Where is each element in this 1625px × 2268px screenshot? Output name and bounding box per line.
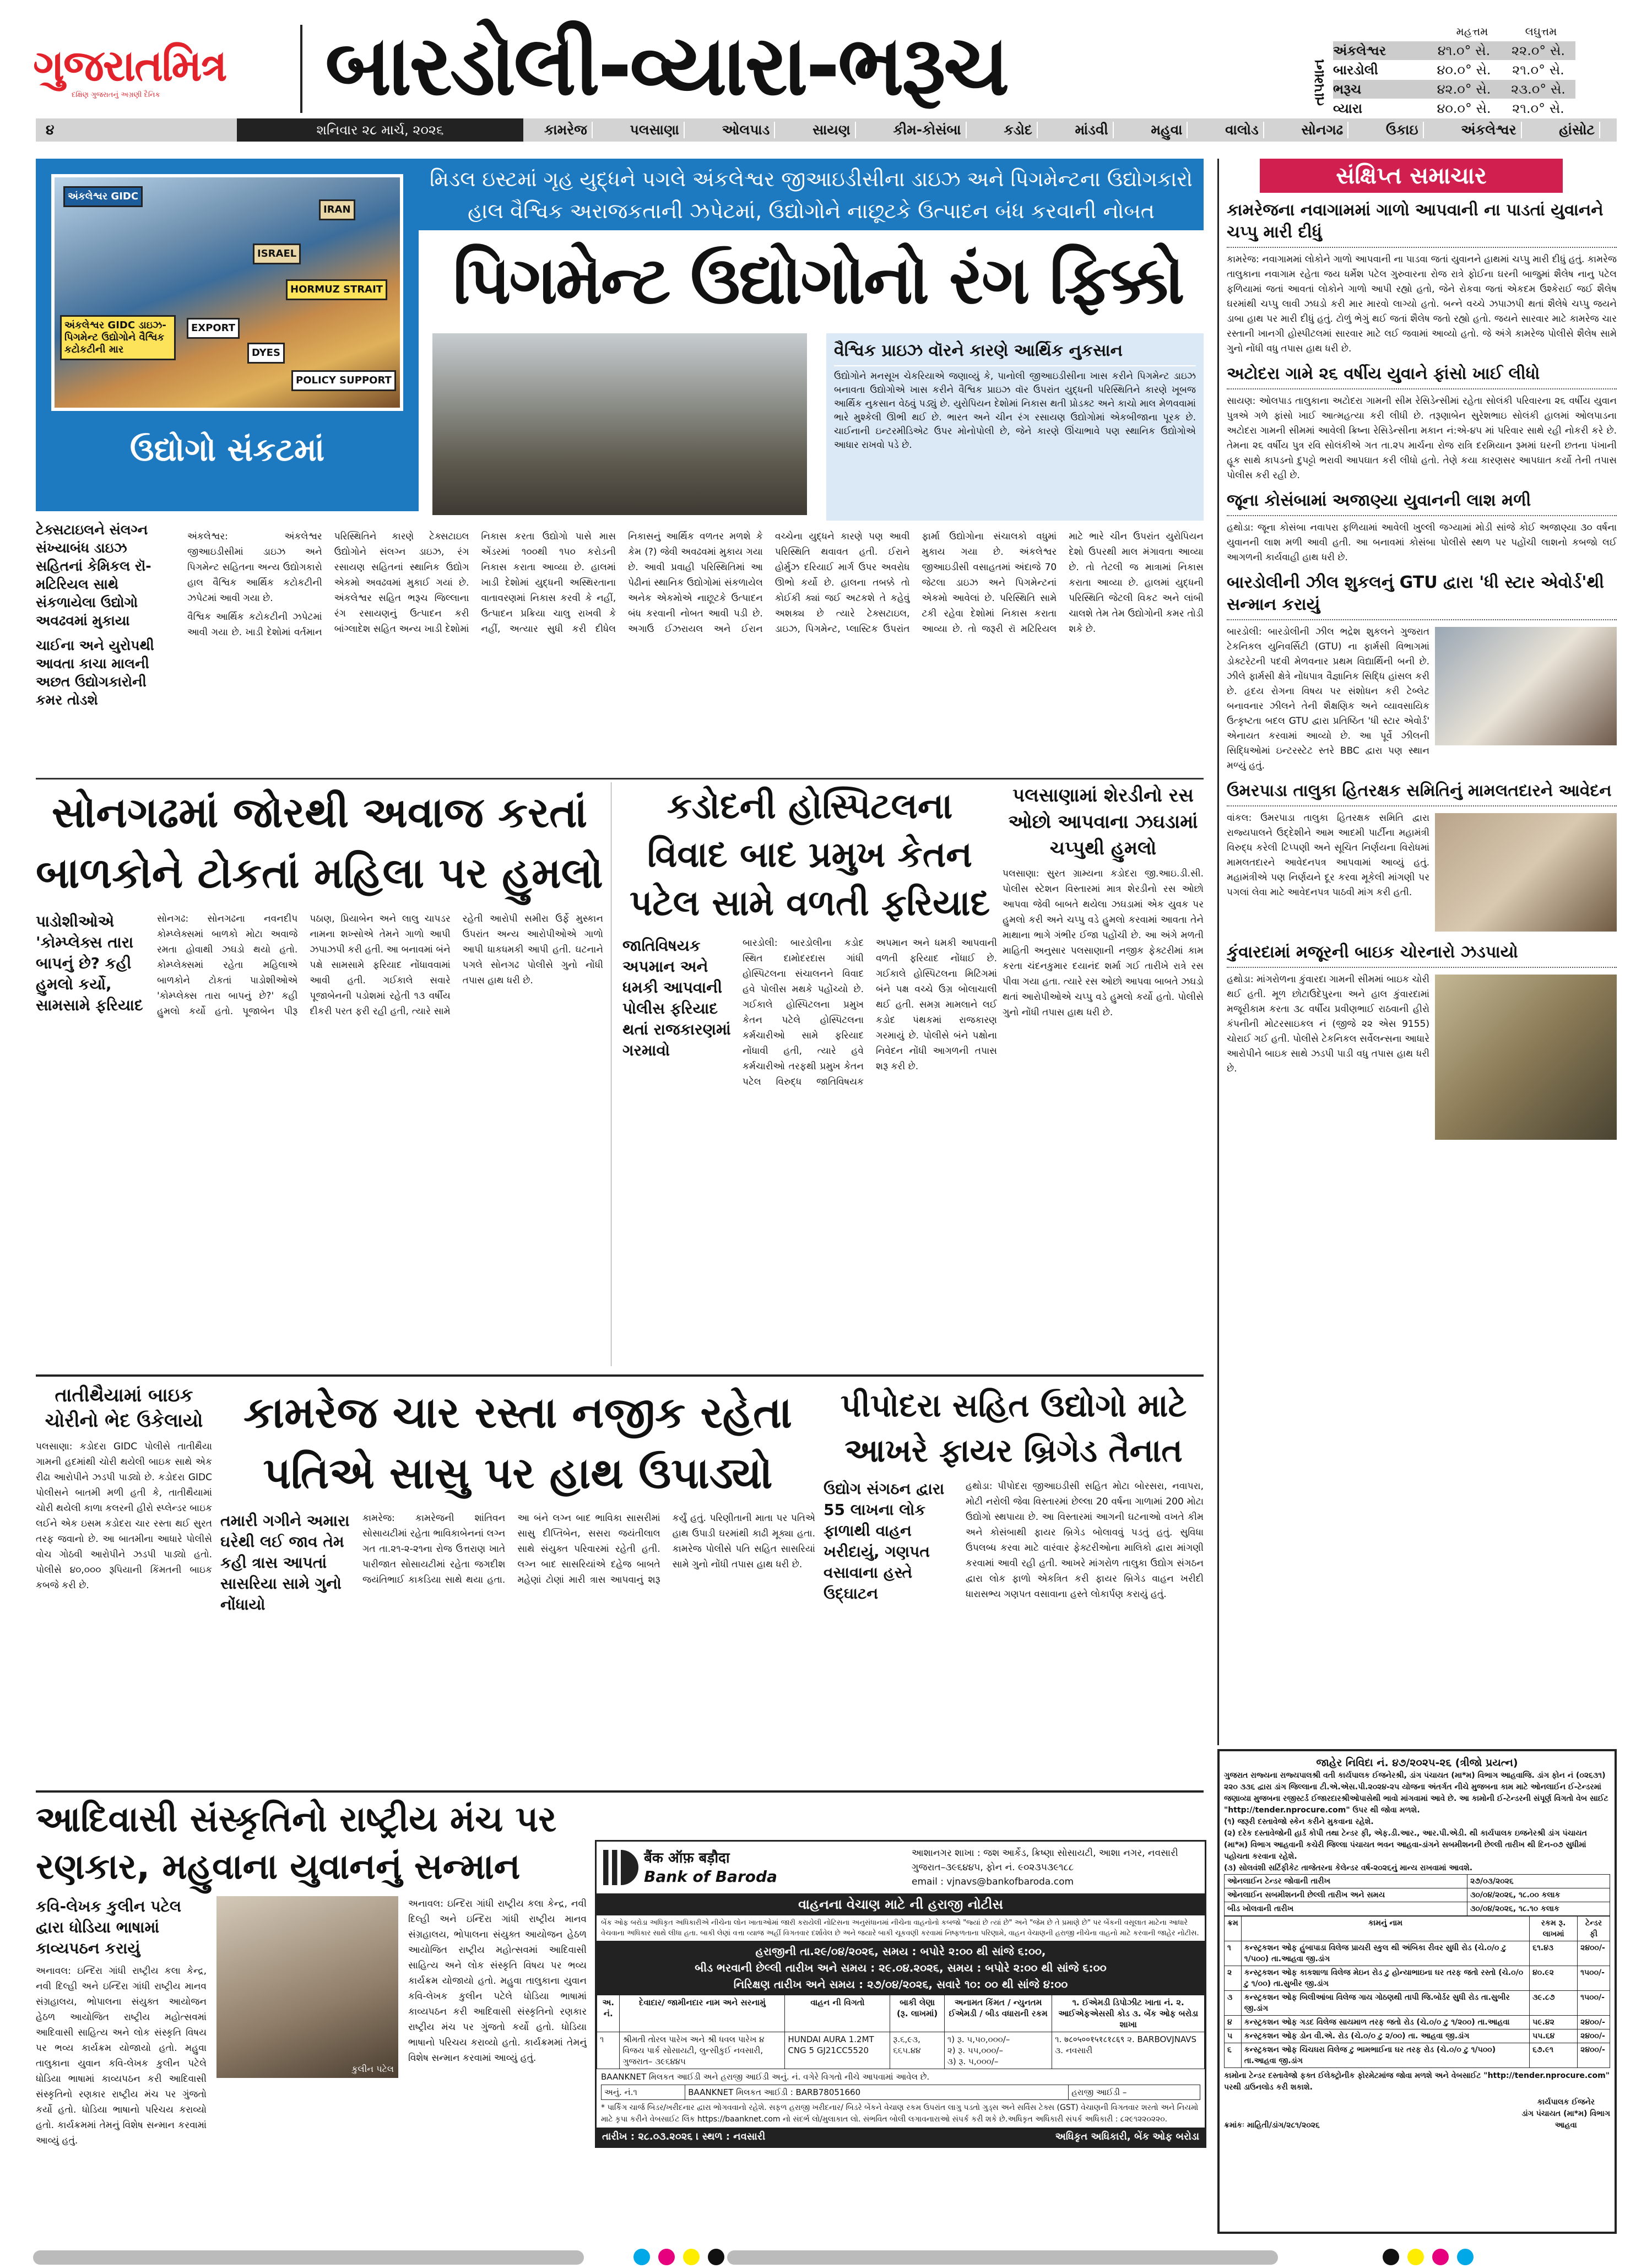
lead-kicker-column xyxy=(36,521,176,774)
cell: ૨૪૦૦/- xyxy=(1578,1941,1610,1966)
brief-title: જૂના કોસંબામાં અજાણ્યા યુવાનની લાશ મળી xyxy=(1227,490,1617,516)
nav-city-9[interactable]: સોનગઢ xyxy=(1297,122,1348,138)
tender-notice xyxy=(1217,1749,1617,2234)
image-label: IRAN xyxy=(319,199,355,220)
lead-body: વૈશ્વિક આર્થિક કટોકટીની ઝપેટમાં આવી ગયા છે. ખાડી દેશોમાં વર્તમાન પરિસ્થિતિને કારણે ટેક્સટાઇલ ઉદ્યોગોને સંલગ્ન ડાઇઝ, રંગ રસાયણ સહિતનાં સ્થાનિક ઉદ્યોગ એકમો અવઢવમાં મુકાઈ ગયાં છે. અંકલેશ્વર સહિત ભરૂચ જિલ્લાના રંગ રસાયણનું ઉત્પાદન કરી બાંગ્લાદેશ સહિત અન્ય ખાડી દેશોમાં નિકાસ કરતા ઉદ્યોગો પાસે માસ એંડરમાં ૧૦૦થી ૧૫૦ કરોડની નિકાસ કરાતા આવ્યા છે. હાલમાં ખાડી દેશોમાં યુદ્ધની અસ્થિરતાના વાતાવરણમાં નિકાસ કરવી કે નહીં, ઉત્પાદન પ્રક્રિયા ચાલુ રાખવી કે નહીં, અત્યાર સુધી કરી દીધેલ નિકાસનું આર્થિક વળતર મળશે કે કેમ (?) જેવી અવઢવમાં મુકાય ગયા છે. આવી પ્રવાહી પરિસ્થિતિમાં આ પેઢીનાં સ્થાનિક ઉદ્યોગોમાં સંકળાયેલ અનેક એકમોએ નાછૂટકે ઉત્પાદન બંધ કરવાની નોબત આવી પડી છે. અગાઉ ઈઝરાયલ અને ઈરાન વચ્ચેના યુદ્ધને કારણે પણ આવી પરિસ્થિતિ થવાવત હતી. ઈરાને હોર્મુઝ દરિયાઈ માર્ગ ઉપર અવરોધ ઊભો કર્યો છે. હાલના તબક્કે તો કોઈકી ક્યાં જઈ અટકશે તે કહેવું અશક્ય છે ત્યારે ટેક્સટાઇલ, ડાઇઝ, પિગમેન્ટ, પ્લાસ્ટિક ઉપરાંત ફાર્મા ઉદ્યોગોના સંચાલકો વધુમાં મુકાય ગયા છે. અંકલેશ્વર જીઆઇડીસી વસાહતમાં અંદાજે 70 જેટલા ડાઇઝ અને પિગમેન્ટનાં એકમો આવેલાં છે. પરિસ્થિતિ સામે ટકી રહેવા દેશોમાં નિકાસ કરાતા આવ્યા છે. તો જરૂરી રૉ મટિરિયલ માટે ભારે ચીન ઉપરાંત યુરોપિયન દેશો ઉપરથી માલ મંગાવતા આવ્યા છે. તો તેટલી જ માત્રામાં નિકાસ કરાતા આવ્યા છે. હાલમાં યુદ્ધની પરિસ્થિતિ જેટલી વિકટ અને લાંબી ચાલશે તેમ તેમ ઉદ્યોગોની કમર તોડી શકે છે. xyxy=(187,531,1204,638)
nav-city-5[interactable]: કડોદ xyxy=(999,122,1038,138)
article-headline: બાળકોને ટોકતાં મહિલા પર હુમલો xyxy=(36,848,603,897)
cell: ૩ xyxy=(1225,1991,1242,2016)
brief-body: સાયણ: ઓલપાડ તાલુકાના અટોદરા ગામની સીમ રેસિડેન્સીમાં રહેતા સોલંકી પરિવારના ૨૬ વર્ષીય યુવાન પુત્રએ ગળે ફાંસો ખાઈ આત્મહત્યા કરી લીધી છે. તરૂણાબેન સુરેશભાઇ સોલંકી હાલમાં ઓલપાડના અટોદરા ગામની સીમમાં આવેલી ક્રિષ્ના રેસિડેન્સીના મકાન નં:એ-૪૫ માં પરિવાર સાથે રહી નોકરી કરે છે. તેમના ૨૬ વર્ષીય પુત્ર રવિ સોલંકીએ ગત તા.૨૫ માર્ચના રોજ રાત્રિ દરમિયાન રૂમમાં ઘરની છતના પંખાની હૂક સાથે કાપડનો દુપટ્ટો ભરાવી આપઘાત કરી લીધો હતો. તેણે કયા કારણસર આપઘાત કર્યો તેની તપાસ પોલીસ કરી રહી છે. xyxy=(1227,396,1617,481)
cell: ૫ xyxy=(1225,2029,1242,2043)
cell xyxy=(944,2032,1052,2069)
auction-date: હરાજીની તા.૨૯/૦૪/૨૦૨૬, સમય : બપોરે ૨:૦૦ થી સાંજે ૬:૦૦, xyxy=(755,1945,1046,1958)
nav-city-1[interactable]: પલસાણા xyxy=(626,122,685,138)
cell: કન્સ્ટ્રકશન ઓફ બિલીઆંબા વિલેજ ગાય ગોઠણથી તાપી જિ.બોર્ડર સુધી રોડ તા.સુબીર જી.ડાંગ xyxy=(1241,1991,1529,2016)
max-label: મહત્તમ xyxy=(1456,25,1488,38)
brief-article xyxy=(1227,941,1617,1143)
nav-city-7[interactable]: મહુવા xyxy=(1146,122,1188,138)
tender-title: જાહેર નિવિદા નં. ૪૭/૨૦૨૫-૨૬ (ત્રીજો પ્રયત્ન) xyxy=(1316,1757,1518,1769)
signatory: ડાંગ પંચાયત (મા*મ) વિભાગ xyxy=(1521,2109,1610,2118)
bid-increment: ૩) રૂ. ૫,૦૦૦/– xyxy=(947,2056,999,2066)
masthead-divider xyxy=(300,25,302,113)
cell: ૧૫૦૦/- xyxy=(1578,1991,1610,2016)
brief-body: બારડોલી: બારડોલીની ઝીલ ભદ્રેશ શુકલને ગુજરાત ટેકનિકલ યુનિવર્સિટી (GTU) ના ફાર્મસી વિભાગમાં ડોક્ટરેટની પદવી મેળવનાર પ્રથમ વિદ્યાર્થિની બની છે. ઝીલે ફાર્મસી ક્ષેત્રે નોંધપાત્ર વૈજ્ઞાનિક સિદ્ધિ હાંસલ કરી છે. હૃદય રોગના વિષય પર સંશોધન કરી ટેબ્લેટ બનાવનાર ઝીલને તેની શૈક્ષણિક અને વ્યાવસાયિક ઉત્કૃષ્ટતા બદલ GTU દ્વારા પ્રતિષ્ઠિત 'ધી સ્ટાર એવોર્ડ' એનાયત કરવામાં આવ્યો છે. આ પૂર્વે ઝીલની સિદ્ધિઓમાં ઇન્ટરસ્ટેટ સ્તરે BBC દ્વારા પણ સ્થાન મળ્યું હતું. xyxy=(1227,626,1429,771)
article-headline: કામરેજ ચાર રસ્તા નજીક રહેતા xyxy=(243,1388,792,1438)
article-kicker: પાડોશીઓએ 'કોમ્પ્લેક્સ તારા બાપનું છે? કહી હુમલો કર્યો, સામસામે ફરિયાદ xyxy=(36,912,143,1014)
lead-kicker: ચાઈના અને યુરોપથી આવતા કાચા માલની અછત ઉદ્યોગકારોની કમર તોડશે xyxy=(36,637,154,708)
bank-name-hindi: बैंक ऑफ़ बड़ौदा xyxy=(644,1850,730,1866)
cell: કન્સ્ટ્રકશન ઓફ ચિંચઘરા વિલેજ ટુ ભામભાઈના ઘર તરફ રોડ (ચે.૦/૦ ટુ ૧/૫૦૦) તા.આહવા જી.ડાંગ xyxy=(1241,2043,1529,2068)
article-kicker: તમારી ગગીને અમારા ઘરેથી લઈ જાવ તેમ કહી ત્રાસ આપતાં સાસરિયા સામે ગુનો નોંધાયો xyxy=(220,1512,350,1614)
lead-kicker: ટેક્સટાઇલને સંલગ્ન સંખ્યાબંધ ડાઇઝ સહિતનાં કેમિકલ રૉ-મટિરિયલ સાથે સંકળાયેલા ઉદ્યોગો અવઢવમાં મુકાયા xyxy=(36,522,151,629)
cell: ૧૫૦૦/- xyxy=(1578,1966,1610,1991)
col-header: વાહન ની વિગતો xyxy=(785,1995,890,2032)
cell: ઓનલાઈન સબમીશનની છેલ્લી તારીખ અને સમય xyxy=(1225,1888,1467,1902)
signatory: આહવા xyxy=(1554,2121,1577,2130)
branch-email: email : vjnavs@bankofbaroda.com xyxy=(912,1876,1074,1887)
cell: અનું. નં.૧ xyxy=(602,2085,685,2100)
table-row xyxy=(1225,1941,1610,1966)
article-kicker: ઉદ્યોગ સંગઠન દ્વારા 55 લાખના લોક ફાળાથી વાહન ખરીદાયું, ગણપત વસાવાના હસ્તે ઉદ્ઘાટન xyxy=(824,1480,945,1603)
article-body: હથોડા: પીપોદરા જીઆઇડીસી સહિત મોટા બોરસરા, નવાપરા, મોટી નરોલી જેવા વિસ્તારમાં છેલ્લા 20 વર્ષના ગાળામાં 200 મોટા ઉદ્યોગો સ્થપાયા છે. આ વિસ્તારમાં આગની ઘટનાઓ વખતે કીમ અને કોસંબાથી ફાયર બ્રિગેડ બોલાવવું પડતું હતું. સુવિધા ઉપલબ્ધ કરવા માટે વારંવાર ફેક્ટરીઓના માલિકો દ્વારા માંગણી કરવામાં આવી રહી હતી. આખરે માંગરોળ તાલુકા ઉદ્યોગ સંગઠન દ્વારા લોક ફાળો એકત્રિત કરી ફાયર બ્રિગેડ વાહન ખરીદી ધારાસભ્ય ગણપત વસાવાના હસ્તે લોકાર્પણ કરાયું હતું. xyxy=(966,1481,1204,1600)
lead-sidebar-box xyxy=(826,333,1204,521)
kadod-article xyxy=(622,782,997,1366)
temperature-row xyxy=(1333,99,1575,118)
yellow-mark xyxy=(1407,2249,1424,2265)
tender-dates-table xyxy=(1224,1874,1610,1916)
page-number: ૪ xyxy=(46,122,55,138)
logo-tagline: દક્ષિણ ગુજરાતનું અગ્રણી દૈનિક xyxy=(72,91,160,99)
image-label: POLICY SUPPORT xyxy=(291,370,396,391)
table-row xyxy=(1225,1966,1610,1991)
factory-photo xyxy=(432,333,807,515)
col-header: ૧. ઈએમડી ડિપોઝીટ ખાતા નં. ૨. આઈએફએસસી કોડ ૩. બેંક ઓફ બરોડા શાખા xyxy=(1052,1995,1205,2032)
cell: ૬ xyxy=(1225,2043,1242,2068)
table-row xyxy=(1225,2016,1610,2029)
article-kicker: જાતિવિષયક અપમાન અને ધમકી આપવાની પોલીસ ફરિયાદ થતાં રાજકારણમાં ગરમાવો xyxy=(622,937,731,1059)
logo-text: ગુજરાતમિત્ર xyxy=(33,41,226,91)
lead-illustration xyxy=(51,174,403,411)
lead-image-caption: ઉદ્યોગો સંકટમાં xyxy=(129,431,325,468)
tender-note: (૨) દરેક દસ્તાવેજોની હાર્ડ કોપી તથા ટેન્ડર ફી, એફ.ડી.આર., આર.પી.એડી. થી કાર્યપાલક ઇજનેરશ્રી ડાંગ પંચાયત (મા*મ) વિભાગ આહવાની કચેરી જિલ્લા પંચાયત ભવન આહવા-ડાંગને સબમીશનની છેલ્લી તારીખ થી દિન-૦૭ સુધીમાં પહોચતા કરવાના રહેશે. xyxy=(1224,1829,1587,1861)
temperature-table xyxy=(1311,25,1575,118)
tender-footer: કામોના ટેન્ડર દસ્તાવેજો ફક્ત ઈલેક્ટ્રોનીક ફોરમેટમાંજ જોવા મળશે અને વેબસાઈટ "http://tender.nprocure.com" પરથી ડાઉનલોડ કરી શકાશે. xyxy=(1224,2071,1610,2092)
table-row xyxy=(1225,1991,1610,2016)
branch-address: આશાનગર શાખા : જશ આર્કેડ, ક્રિષ્ણા સોસાયટી, આશા નગર, નવસારી ગુજરાત–૩૯૬૪૪૫, ફોન નં. ૯૦૨૩૫૩૯૧૮૮ xyxy=(912,1848,1178,1873)
yellow-mark xyxy=(683,2249,700,2265)
image-label: EXPORT xyxy=(187,318,240,339)
cell: ૩૦/૦૪/૨૦૨૬, ૧૮.૦૦ કલાક xyxy=(1467,1888,1610,1902)
min: ૨૧.૦° સે. xyxy=(1512,62,1564,78)
min: ૨૨.૦° સે. xyxy=(1512,43,1565,58)
cell: ૧. ७८०५००१५१८१८६९ ૨. BARBOVJNAVS ૩. નવસારી xyxy=(1052,2032,1205,2069)
temperature-row xyxy=(1333,41,1575,60)
cell: શ્રીમતી તોરલ પારેખ અને શ્રી ધવલ પારેખ ૪ વિજય પાર્ક સોસાયટી, લુન્સીકુઈ નવસારી, ગુજરાત– ૩૯૬૪૪૫ xyxy=(620,2032,785,2069)
nav-city-3[interactable]: સાયણ xyxy=(808,122,856,138)
brief-article xyxy=(1227,490,1617,565)
cyan-mark xyxy=(633,2249,650,2265)
brief-article xyxy=(1227,199,1617,356)
min: ૨૧.૦° સે. xyxy=(1512,101,1564,116)
image-label: HORMUZ STRAIT xyxy=(286,279,387,300)
bid-deadline: બીડ ભરવાની છેલ્લી તારીખ અને સમય : ૨૯.૦૪.૨૦૨૬, સમય : બપોરે ૨:૦૦ થી સાંજે ૬:૦૦ xyxy=(695,1961,1107,1974)
notice-title: વાહનના વેચાણ માટે ની હરાજી નોટીસ xyxy=(597,1893,1205,1915)
cell: ૨૪૦૦/- xyxy=(1578,2016,1610,2029)
magenta-mark xyxy=(1432,2249,1449,2265)
brief-title: ઉમરપાડા તાલુકા હિતરક્ષક સમિતિનું મામલતદારને આવેદન xyxy=(1227,780,1617,806)
memorandum-photo xyxy=(1435,813,1617,932)
max: ૪૦.૦° સે. xyxy=(1437,101,1491,116)
newspaper-logo xyxy=(33,41,253,102)
notice-intro: બેંક ઓફ બરોડા અધિકૃત અધિકારીએ નીચેના લોન ખાતાઓમાં જારી કરાયેલી નોટિસના અનુસંધાનમાં નીચેના વાહનોનો કબજો "જ્યાં છે ત્યાં છે" અને "જેમ છે તે પ્રમાણે છે" પર બેંકની વસૂલાત માટેના આધારે વેચવાના અધિકાર સાથે લીધા હતા. બાકી લેણાં વત્તા વ્યાજ અહીં વિગતવાર દર્શાવેલ છે અને જયારે બાકી ચૂકવણી કરવામાં નિષ્ફળતાના પરિણામે, વાહન વેચાણની હરાજી નીચેના વાહનો માટે કરવાની જાહેર નોટીસ. xyxy=(601,1919,1199,1937)
arrest-photo xyxy=(1435,975,1617,1140)
inspection-date: નિરિક્ષણ તારીખ અને સમય : ૨૭/૦૪/૨૦૨૬, સવારે ૧૦: ૦૦ થી સાંજે ૪:૦૦ xyxy=(733,1978,1068,1991)
cyan-mark xyxy=(1457,2249,1474,2265)
briefs-section-title: સંક્ષિપ્ત સમાચાર xyxy=(1260,159,1563,193)
emd: ૨) રૂ. ૫૫,૦૦૦/– xyxy=(947,2045,1003,2055)
lead-body-columns xyxy=(187,529,1204,774)
city: ભરૂચ xyxy=(1333,82,1362,97)
cell: ૬૧.૪૩ xyxy=(1530,1941,1578,1966)
cell: રૂ.૬,૯૩, ૬૬૫.૪૪ xyxy=(890,2032,945,2069)
city: બારડોલી xyxy=(1333,62,1378,78)
award-photo xyxy=(1435,627,1617,745)
article-headline: સોનગઢમાં જોરથી અવાજ કરતાં xyxy=(51,788,588,837)
article-headline: પતિએ સાસુ પર હાથ ઉપાડ્યો xyxy=(263,1449,773,1498)
brief-title: બારડોલીની ઝીલ શુકલનું GTU દ્વારા 'ધી સ્ટાર એવોર્ડ'થી સન્માન કરાયું xyxy=(1227,572,1617,620)
min: ૨૩.૦° સે. xyxy=(1511,82,1566,97)
cell: ૧ xyxy=(597,2032,620,2069)
cell: કન્સ્ટ્રકશન ઓફ કાકશાળા વિલેજ મેઇન રોડ ટુ હોન્યાભાઇના ઘર તરફ જતો રસ્તો (ચે.૦/૦ ટુ ૧/૦૦) તા.સુબીર જી.ડાંગ xyxy=(1241,1966,1529,1991)
bank-of-baroda-auction-notice xyxy=(595,1840,1206,2148)
pipodara-article xyxy=(824,1383,1204,1785)
article-headline: પલસાણામાં શેરડીનો રસ ઓછો આપવાના ઝઘડામાં ચપ્પુથી હુમલો xyxy=(1008,784,1198,859)
city-list xyxy=(523,122,1617,138)
cell: કન્સ્ટ્રકશન ઓફ ગડદ વિલેજ સાયમાળ તરફ જતો રોડ (ચે.૦/૦ ટુ ૧/૨૦૦) તા.આહવા xyxy=(1241,2016,1529,2029)
brief-title: કામરેજના નવાગામમાં ગાળો આપવાની ના પાડતાં યુવાનને ચપ્પુ મારી દીધું xyxy=(1227,199,1617,248)
article-headline: કડોદની હોસ્પિટલના વિવાદ બાદ પ્રમુખ કેતન પટેલ સામે વળતી ફરિયાદ xyxy=(629,786,990,924)
col-header: ક્રમ xyxy=(1225,1917,1242,1941)
award-ceremony-photo xyxy=(216,1896,398,2078)
brief-body: કામરેજ: નવાગામમાં લોકોને ગાળો આપવાની ના પાડવા જતાં યુવાનને હાથમાં ચપ્પુ મારી દીધું હતું. કામરેજ તાલુકાના નવાગામ રહેતા જય ધર્મેશ પટેલ ગુરુવારના રોજ રાત્રે ફોઈના ઘરની બાજુમાં શૈલેષ નાનુ પટેલ ફળિયામાં જતાં આવતાં લોકોને ગાળો આપી રહ્યો હતો, જેને રોકવા જતાં એકદમ ઉશ્કેરાઈ જઈ શૈલેષ ઘરમાંથી ચપ્પુ લાવી ઝઘડો કરી માર મારવો લાગ્યો હતો. બન્ને વચ્ચે ઝપાઝપી થતાં શૈલેષે ચપ્પુ જયને ડાબા હાથ પર મારી દીધું હતું. ટોળું ભેગું થઈ જતાં શૈલેષ જતો રહ્યો હતો. જયને સારવાર માટે કામરેજ ચાર રસ્તાની ખાનગી હોસ્પીટલમાં સારવાર માટે લઈ જવામાં આવ્યો હતો. જે અંગે કામરેજ પોલીસે શૈલેષ સામે ગુનો નોંધી વધુ તપાસ હાથ ધરી છે. xyxy=(1227,254,1617,354)
image-label: અંકલેશ્વર GIDC ડાઇઝ-પિગમેન્ટ ઉદ્યોગોને વૈશ્વિક કટોકટીની માર xyxy=(60,315,176,360)
city: અંકલેશ્વર xyxy=(1333,43,1386,58)
cell: બીડ ખોલવાની તારીખ xyxy=(1225,1902,1467,1916)
brief-article xyxy=(1227,572,1617,773)
table-row xyxy=(597,2032,1205,2069)
article-kicker: કવિ-લેખક કુલીન પટેલ દ્વારા ધોડિયા ભાષામાં કાવ્યપઠન કરાયું xyxy=(36,1897,182,1957)
article-body: પલસાણા: કડોદરા GIDC પોલીસે તાતીથૈયા ગામની હદમાંથી ચોરી થયેલી બાઇક સાથે એક રીઢા આરોપીને ઝડપી પાડ્યો છે. કડોદરા GIDC પોલીસને બાતમી મળી હતી કે, તાતીથૈયામાં ચોરી થયેલી કાળા કલરની હીરો સ્પ્લેન્ડર બાઇક લઈને એક ઇસમ કડોદરા ચાર રસ્તા થઈ સુરત તરફ જવાનો છે. આ બાતમીના આધારે પોલીસે વોચ ગોઠવી આરોપીને ઝડપી પાડ્યો હતો. પોલીસે ૪૦,૦૦૦ રૂપિયાની કિંમતની બાઇક કબજે કરી છે. xyxy=(36,1441,212,1591)
nav-city-11[interactable]: અંકલેશ્વર xyxy=(1456,122,1521,138)
article-body: કામરેજ: કામરેજની શાંતિવન સોસાયટીમાં રહેતા ભાવિકાબેનનાં લગ્ન ગત તા.૨૧-૨-૨૧ના રોજ ઉત્તરાણ ખાતે પારીજાત સોસાયટીમાં રહેતા જગદીશ જયંતિભાઈ કાકડિયા સાથે થયા હતા. આ બંને લગ્ન બાદ ભાવિકા સાસરીમાં સાસુ દીપ્તિબેન, સસરા જયંતીલાલ સાથે સંયુક્ત પરિવારમાં રહેતી હતી. લગ્ન બાદ સાસરિયાંએ દહેજ બાબતે મહેણાં ટોણાં મારી ત્રાસ આપવાનું શરૂ કર્યું હતું. પરિણીતાની માતા પર પતિએ હાથ ઉપાડી ઘરમાંથી કાઢી મૂક્યા હતા. કામરેજ પોલીસે પતિ સહિત સાસરિયાં સામે ગુનો નોંધી તપાસ હાથ ધરી છે. xyxy=(362,1513,815,1585)
col-header: રકમ રૂ. લાખમાં xyxy=(1530,1917,1578,1941)
lead-headline: પિગમેન્ટ ઉદ્યોગોનો રંગ ફિક્કો xyxy=(453,242,1183,319)
notice-date-place: તારીખ : ૨૮.૦૩.૨૦૨૬ । સ્થળ : નવસારી xyxy=(602,2131,766,2142)
cell: કન્સ્ટ્રકશન ઓફ હુંબાપાડા વિલેજ પ્રાયરી સ્કુલ થી અંબિકા રીવર સુધી રોડ (ચે.૦/૦ ટુ ૧/૫૦૦) તા.આહવા જી.ડાંગ xyxy=(1241,1941,1529,1966)
max: ૪૨.૦° સે. xyxy=(1437,82,1491,97)
palsana-article xyxy=(997,782,1204,1366)
black-mark xyxy=(708,2249,724,2265)
nav-city-6[interactable]: માંડવી xyxy=(1070,122,1113,138)
article-headline: આદિવાસી સંસ્કૃતિનો રાષ્ટ્રીય મંચ પર xyxy=(36,1799,557,1840)
city: વ્યારા xyxy=(1333,101,1363,116)
tender-reference: ક્રમાંકઃ માહિતી/ડાંગ/૨૮૧/૨૦૨૬ xyxy=(1224,2121,1320,2130)
magenta-mark xyxy=(658,2249,675,2265)
brief-article xyxy=(1227,780,1617,935)
nav-city-10[interactable]: ઉકાઇ xyxy=(1382,122,1424,138)
notice-signatory: અધિકૃત અધિકારી, બેંક ઓફ બરોડા xyxy=(1055,2131,1199,2142)
col-header: અનામત કિંમત / ન્યુનતમ ઈએમડી / બીડ વધારાની રકમ xyxy=(944,1995,1052,2032)
baanknet-table xyxy=(601,2085,1200,2100)
auction-table xyxy=(597,1995,1205,2069)
tender-note: (૩) સોલવંશી સર્ટિફીકેટ તાજેતરના કેલેન્ડર વર્ષ-૨૦૨૬નું માન્ય રાખવામાં આવશે. xyxy=(1224,1864,1473,1872)
article-body: પલસાણા: સુરત ગ્રામ્યના કડોદરા જી.આઇ.ડી.સી. પોલીસ સ્ટેશન વિસ્તારમાં માત્ર શેરડીનો રસ ઓછો આપવા જેવી બાબતે થયેલા ઝઘડામાં એક યુવક પર હુમલો કરી અને ચપ્પુ વડે હુમલો કરવામાં આવતા તેને માથાના ભાગે ગંભીર ઈજા પહોંચી છે. આ અંગે મળતી માહિતી અનુસાર પલસાણાની નજીક ફેક્ટરીમાં કામ કરતા ચંદનકુમાર દયાનંદ શર્મા ગઈ તારીખે રાત્રે રસ પીવા ગયા હતા. ત્યારે રસ ઓછો આપવા બાબતે ઝઘડો થતાં આરોપીઓએ ચપ્પુ વડે હુમલો કર્યો હતો. પોલીસે ગુનો નોંધી તપાસ હાથ ધરી છે. xyxy=(1003,868,1204,1018)
cell: ઓનલાઈન ટેન્ડર જોવાની તારીખ xyxy=(1225,1875,1467,1888)
col-header: કામનું નામ xyxy=(1241,1917,1529,1941)
col-header: દેવાદાર/ જામીનદાર નામ અને સરનામું xyxy=(620,1995,785,2032)
notice-footer: * પાર્કિંગ ચાર્જ બિડર/ખરીદનાર દ્વારા ભોગવવાનો રહેશે. સફળ હરાજી ખરીદનાર/ બિડરે બેંકને વેચાણ રકમ ઉપરાંત લાગુ પડતો ગુડ્સ અને સર્વિસ ટેક્સ (GST) વેચાણની વિગતવાર શરતો અને નિયમો માટે કૃપા કરીને વેબસાઈટ લિંક https://baanknet.com નો સંદર્ભ લો/મુલાકાત લો. સંભવિત બોલી લગાવનારાઓ સંપર્ક કરી શકે છે.અધિકૃત અધિકારી સંપર્ક અધિકારી : ૮૨૯૧૨૨૦૨૨૦. xyxy=(601,2103,1199,2124)
cell: ૨૪૦૦/- xyxy=(1578,2029,1610,2043)
cell: ૨૪૦૦/- xyxy=(1578,2043,1610,2068)
black-mark xyxy=(1383,2249,1399,2265)
cell: ૨ xyxy=(1225,1966,1242,1991)
reserve-price: ૧) રૂ. ૫,૫૦,૦૦૦/– xyxy=(947,2034,1010,2044)
max: ૪૦.૦° સે. xyxy=(1437,62,1491,78)
sidebar-box-title: વૈશ્વિક પ્રાઇઝ વૉરને કારણે આર્થિક નુકસાન xyxy=(834,340,1196,366)
kamrej-article xyxy=(220,1383,815,1785)
col-header: બાકી લેણા (રૂ. લાખમાં) xyxy=(890,1995,945,2032)
article-headline: રણકાર, મહુવાના યુવાનનું સન્માન xyxy=(36,1847,521,1887)
max: ૪૧.૦° સે. xyxy=(1437,43,1491,58)
brief-body: હથોડા: જૂના કોસંબા નવાપરા ફળિયામાં આવેલી ખુલ્લી જગ્યામાં મોડી સાંજે કોઈ અજાણ્યા ૩૦ વર્ષના યુવાનની લાશ મળી આવી હતી. આ બનાવમાં કોસંબા પોલીસે સ્થળ પર પહોંચી લાશનો કબજો લઈ આગળની કાર્યવાહી હાથ ધરી છે. xyxy=(1227,522,1617,563)
edition-title: બારડોલી-વ્યારા-ભરૂચ xyxy=(325,18,1008,114)
lead-illustration-box xyxy=(36,159,419,511)
cell: ૪૦.૯૨ xyxy=(1530,1966,1578,1991)
photo-caption: કુલીન પટેલ xyxy=(351,2064,394,2074)
tender-works-table xyxy=(1224,1916,1610,2068)
nav-city-0[interactable]: કામરેજ xyxy=(540,122,593,138)
image-label: ISRAEL xyxy=(253,243,301,264)
article-body: સોનગઢ: સોનગઢના નવનદીપ કોમ્પ્લેક્સમાં બાળકો મોટા અવાજે રમતા હોવાથી ઝઘડો થયો હતો. કોમ્પ્લેક્સમાં રહેતા મહિલાએ બાળકોને ટોકતાં પાડોશીઓએ 'કોમ્પ્લેક્સ તારા બાપનું છે?' કહી હુમલો કર્યો હતો. પૂજાબેન પીરૂ પઠાણ, પ્રિયાબેન અને લાલુ ચાપડર નામના શખ્સોએ તેમને ગાળો આપી ઝપાઝપી કરી હતી. આ બનાવમાં બંને પક્ષે સામસામે ફરિયાદ નોંધાવવામાં આવી હતી. ગઈકાલે સવારે પૂજાબેનની પડોશમાં રહેતી ૧૩ વર્ષીય દીકરી પરત ફરી રહી હતી, ત્યારે સામે રહેતી આરોપી સમીરા ઉર્ફે મુસ્કાન ઉપરાંત અન્ય આરોપીઓએ ગાળો આપી ધાકધમકી આપી હતી. ઘટનાને પગલે સોનગઢ પોલીસે ગુનો નોંધી તપાસ હાથ ધરી છે. xyxy=(157,913,603,1017)
divider xyxy=(36,778,1204,780)
nav-city-4[interactable]: કીમ-કોસંબા xyxy=(889,122,966,138)
cell: HUNDAI AURA 1.2MT CNG 5 GJ21CC5520 xyxy=(785,2032,890,2069)
bank-name-english: Bank of Baroda xyxy=(644,1868,777,1886)
nav-city-2[interactable]: ઓલપાડ xyxy=(718,122,776,138)
brief-body: હથોડા: માંગરોળના કુંવારદા ગામની સીમમાં બાઇક ચોરી થઈ હતી. મૂળ છોટાઉદેપુરના અને હાલ કુંવારદામાં મજૂરીકામ કરતા ૩૮ વર્ષીય પ્રવીણભાઈ રાઠવાની હીરો કંપનીની મોટરસાઇકલ નં (જીજે ૨૨ એસ 9155) ચોરાઈ ગઈ હતી. પોલીસે ટેકનિકલ સર્વેલન્સના આધારે આરોપીને બાઇક સાથે ઝડપી પાડી વધુ તપાસ હાથ ધરી છે. xyxy=(1227,974,1429,1074)
temperature-row xyxy=(1333,80,1575,99)
section-nav-bar xyxy=(36,118,1617,142)
bike-theft-article xyxy=(36,1383,212,1785)
cell: ૪ xyxy=(1225,2016,1242,2029)
songadh-article xyxy=(36,782,611,1366)
divider xyxy=(36,1374,1204,1377)
lead-intro: અંકલેશ્વર: અંકલેશ્વર જીઆઇડીસીમાં ડાઇઝ અને પિગમેન્ટ સહિતના અન્ય ઉદ્યોગકારો હાલ વૈશ્વિક આર્થિક કટોકટીની ઝપેટમાં આવી ગયા છે. xyxy=(187,531,322,604)
cell: ૩૯.૮૭ xyxy=(1530,1991,1578,2016)
registration-bar xyxy=(727,2250,1278,2265)
table-row xyxy=(1225,2029,1610,2043)
issue-date: શનિવાર ૨૮ માર્ચ, ૨૦૨૬ xyxy=(237,118,523,142)
article-body: બારડોલી: બારડોલીના કડોદ સ્થિત દામોદરદાસ ગાંધી હોસ્પિટલના સંચાલનને વિવાદ હવે પોલીસ મથકે પહોંચ્યો છે. ગઈકાલે હોસ્પિટલના પ્રમુખ કેતન પટેલે હોસ્પિટલના કર્મચારીઓ સામે ફરિયાદ નોંધાવી હતી, ત્યારે હવે કર્મચારીઓ તરફથી પ્રમુખ કેતન પટેલ વિરુદ્ધ જાતિવિષયક અપમાન અને ધમકી આપવાની વળતી ફરિયાદ નોંધાઈ છે. ગઈકાલે હોસ્પિટલના મિટિંગમાં બંને પક્ષ વચ્ચે ઉગ્ર બોલાચાલી થઈ હતી. સમગ્ર મામલાને લઈ કડોદ પંથકમાં રાજકારણ ગરમાયું છે. પોલીસે બંને પક્ષોના નિવેદન નોંધી આગળની તપાસ શરૂ કરી છે. xyxy=(743,938,997,1087)
cell: ૧ xyxy=(1225,1941,1242,1966)
cell: BAANKNET મિલકત આઈડી : BARB78051660 xyxy=(685,2085,1069,2100)
article-body-continued: અનાવલ: ઇન્દિરા ગાંધી રાષ્ટ્રીય કલા કેન્દ્ર, નવી દિલ્હી અને ઇન્દિરા ગાંધી રાષ્ટ્રીય માનવ સંગ્રહાલય, ભોપાલના સંયુક્ત આયોજન હેઠળ આયોજિત રાષ્ટ્રીય મહોત્સવમાં આદિવાસી સાહિત્ય અને લોક સંસ્કૃતિ વિષય પર ભવ્ય કાર્યક્રમ યોજાયો હતો. મહુવા તાલુકાના યુવાન કવિ-લેખક કુલીન પટેલે ધોડિયા ભાષામાં કાવ્યપઠન કરી આદિવાસી સંસ્કૃતિનો રણકાર રાષ્ટ્રીય મંચ પર ગુંજતો કર્યો હતો. ધોડિયા ભાષાનો પરિચય કરાવ્યો હતો. કાર્યક્રમમાં તેમનું વિશેષ સન્માન કરવામાં આવ્યું હતું. xyxy=(408,1898,587,2064)
briefs-column xyxy=(1217,159,1617,1745)
cell: ૨૭/૦૩/૨૦૨૬ xyxy=(1467,1875,1610,1888)
nav-city-12[interactable]: હાંસોટ xyxy=(1554,122,1600,138)
article-headline: પીપોદરા સહિત ઉદ્યોગો માટે આખરે ફાયર બ્રિગેડ તૈનાત xyxy=(840,1387,1187,1469)
signatory: કાર્યપાલક ઈજનેર xyxy=(1537,2098,1595,2107)
divider xyxy=(36,1790,1204,1793)
temperature-label: તાપમાન xyxy=(1311,59,1328,106)
image-label: DYES xyxy=(247,343,285,364)
nav-city-8[interactable]: વાલોડ xyxy=(1221,122,1264,138)
image-label: અંકલેશ્વર GIDC xyxy=(63,186,143,207)
brief-body: વાંકલ: ઉમરપાડા તાલુકા હિતરક્ષક સમિતિ દ્વારા રાજ્યપાલને ઉદ્દેશીને આમ આદમી પાર્ટીના મહામંત્રી વિરુદ્ધ કરેલી ટિપ્પણી અને સૂચિત નિર્ણયના વિરોધમાં મામલતદારને આવેદનપત્ર આપવામાં આવ્યું હતું. મહામંત્રીએ પણ નિર્ણયને દૂર કરવા મૂકેલી માંગણી પર પગલાં લેવા માટે આવેદનપત્ર પાઠવી માંગ કરી હતી. xyxy=(1227,813,1429,898)
lead-subheadline-banner xyxy=(419,159,1204,230)
baanknet-note: BAANKNET મિલકત આઈડી અને હરાજી આઈડી અનું. નં. વગેરે વિગતો નીચે આપવામાં આવેલ છે. xyxy=(601,2072,930,2082)
banner-line: હાલ વૈશ્વિક અરાજકતાની ઝપેટમાં, ઉદ્યોગોને નાછૂટકે ઉત્પાદન બંધ કરવાની નોબત xyxy=(468,199,1155,223)
adivasi-article xyxy=(36,1796,587,2237)
tender-note: (૧) જરૂરી દસ્તાવેજો સ્કેન કરીને મુકવાના રહેશે. xyxy=(1224,1817,1374,1826)
col-header: ટેન્ડર ફી xyxy=(1578,1917,1610,1941)
tender-intro: ગુજરાત રાજ્યના રાજ્યપાલશ્રી વતી કાર્યપાલક ઈજનેરશ્રી, ડાંગ પંચાયત (મા*મ) વિભાગ આહવાજિ. ડાંગ ફોન નં (૦૨૬૩૧) ૨૨૦ ૩૩૬ દ્વારા ડાંગ જિલ્લાના ટી.એ.એસ.પી.૨૦૨૪-૨૫ યોજના અંતર્ગત નીચે મુજબના કામ માટે ઓનલાઈન ઈ-ટેન્ડરમાં જણાવ્યા મુજબના રજીસ્ટર્ડ ઈજારદારશ્રીઓપાસેથી ભાવો માંગવામાં આવે છે. આ કામોની ઈ-ટેન્ડરની સંપૂર્ણ વિગતો વેબ સાઈટ "http://tender.nprocure.com" ઉપર થી જોવા મળશે. xyxy=(1224,1771,1608,1815)
brief-article xyxy=(1227,363,1617,483)
temperature-row xyxy=(1333,61,1575,79)
sidebar-box-text: ઉદ્યોગોને મનસૂખ ચેકરિયાએ જણાવ્યું કે, પાનોલી જીઆઇડીસીના ખાસ કરીને પિગમેન્ટ ડાઇઝ બનાવતા ઉદ્યોગોએ ખાસ કરીને વૈશ્વિક પ્રાઇઝ વૉર ઉપરાંત યુદ્ધની પરિસ્થિતિને કારણે ખૂબજ આર્થિક નુકસાન વેઠવું પડ્યું છે. યુરોપિયન દેશોમાં નિકાસ થતી પ્રોડક્ટ અને કાચો માલ મેળવવામાં ભારે મુશ્કેલી ઊભી થઈ છે. ભારત અને ચીન રંગ રસાયણ ઉદ્યોગોમાં એકબીજાના પૂરક છે. ચાઈનાની ઇન્ટરમીડિએટ ઉપર મોનોપોલી છે, જેને કારણે ઊંચાભાવે પણ સ્થાનિક ઉદ્યોગોએ આધાર રાખવો પડે છે. xyxy=(834,371,1196,451)
table-row xyxy=(1225,2043,1610,2068)
registration-bar xyxy=(33,2250,584,2265)
col-header: અ. નં. xyxy=(597,1995,620,2032)
cell: ૫૫.૬૪ xyxy=(1530,2029,1578,2043)
bank-logo xyxy=(603,1846,777,1889)
bank-logo-icon xyxy=(603,1850,638,1885)
brief-title: કુંવારદામાં મજૂરની બાઇક ચોરનારો ઝડપાયો xyxy=(1227,941,1617,968)
article-body: અનાવલ: ઇન્દિરા ગાંધી રાષ્ટ્રીય કલા કેન્દ્ર, નવી દિલ્હી અને ઇન્દિરા ગાંધી રાષ્ટ્રીય માનવ સંગ્રહાલય, ભોપાલના સંયુક્ત આયોજન હેઠળ આયોજિત રાષ્ટ્રીય મહોત્સવમાં આદિવાસી સાહિત્ય અને લોક સંસ્કૃતિ વિષય પર ભવ્ય કાર્યક્રમ યોજાયો હતો. મહુવા તાલુકાના યુવાન કવિ-લેખક કુલીન પટેલે ધોડિયા ભાષામાં કાવ્યપઠન કરી આદિવાસી સંસ્કૃતિનો રણકાર રાષ્ટ્રીય મંચ પર ગુંજતો કર્યો હતો. ધોડિયા ભાષાનો પરિચય કરાવ્યો હતો. કાર્યક્રમમાં તેમનું વિશેષ સન્માન કરવામાં આવ્યું હતું. xyxy=(36,1966,207,2146)
cell: ૫૯.૪૨ xyxy=(1530,2016,1578,2029)
cell: ૬૭.૯૧ xyxy=(1530,2043,1578,2068)
min-label: લઘુત્તમ xyxy=(1525,25,1557,38)
banner-line: મિડલ ઇસ્ટમાં ગૃહ યુદ્ધને પગલે અંકલેશ્વર જીઆઇડીસીના ડાઇઝ અને પિગમેન્ટના ઉદ્યોગકારો xyxy=(430,167,1193,191)
cell: ૩૦/૦૪/૨૦૨૬, ૧૮.૧૦ કલાક xyxy=(1467,1902,1610,1916)
cell: કન્સ્ટ્રકશન ઓફ ડોન વી.એ. રોડ (ચે.૦/૦ ટુ ૨/૦૦) તા. આહવા જી.ડાંગ xyxy=(1241,2029,1529,2043)
article-headline: તાતીથૈયામાં બાઇક ચોરીનો ભેદ ઉકેલાયો xyxy=(45,1384,203,1432)
cell: હરાજી આઈડી – xyxy=(1069,2085,1200,2100)
brief-title: અટોદરા ગામે ૨૬ વર્ષીય યુવાને ફાંસો ખાઈ લીધો xyxy=(1227,363,1617,389)
